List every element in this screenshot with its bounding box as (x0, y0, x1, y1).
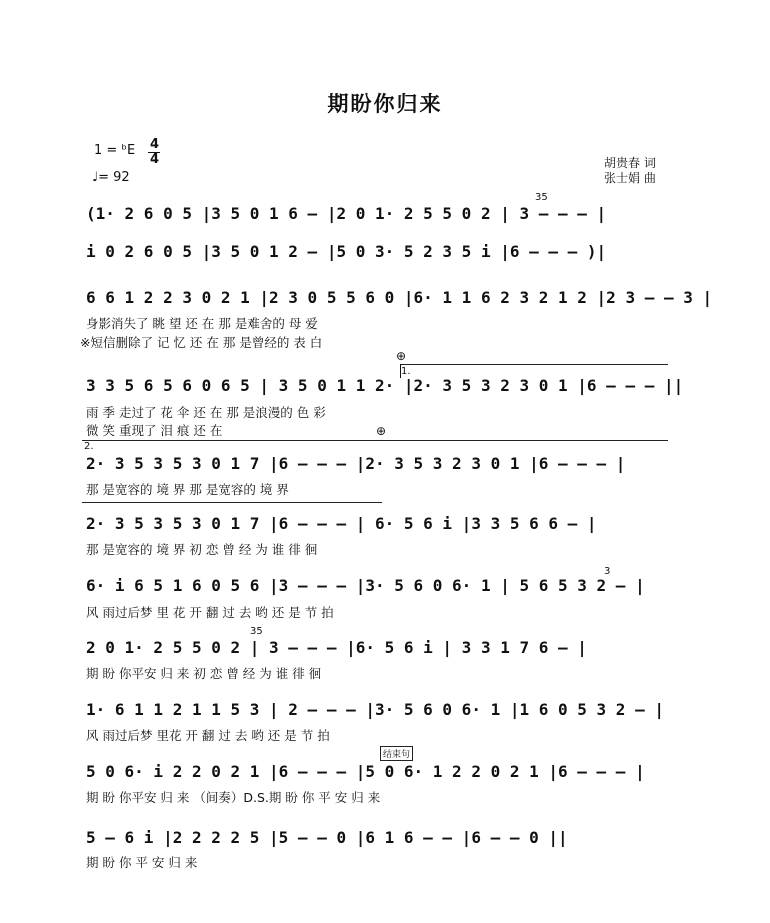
notation-line-8: 2 0 1· 2 5 5 0 2 | 3 – – – |6· 5 6 i | 3 3 1 7 6 – | (86, 638, 587, 657)
key-signature: 1 = ᵇE (94, 143, 136, 158)
volta-1-label: 1. (401, 366, 411, 377)
lyric-line-4a: 雨 季 走过了 花 伞 还 在 那 是浪漫的 色 彩 (86, 405, 326, 420)
notation-line-10: 5 0 6· i 2 2 0 2 1 |6 – – – |5 0 6· 1 2 2 0 2 1 |6 – – – | (86, 762, 645, 781)
ending-label: 结束句 (380, 746, 413, 761)
composer-credit: 张士娟 曲 (604, 171, 656, 185)
volta-2-bracket (82, 440, 668, 441)
coda-sign-icon: ⊕ (396, 349, 407, 363)
notation-line-7: 6· i 6 5 1 6 0 5 6 |3 – – – |3· 5 6 0 6· 1 | 5 6 5 3 2 – | (86, 576, 645, 595)
triplet-marker-2: 35 (250, 626, 263, 637)
section-divider (82, 502, 382, 503)
volta-2-label: 2. (84, 441, 94, 452)
notation-line-5: 2· 3 5 3 5 3 0 1 7 |6 – – – |2· 3 5 3 2 3 0 1 |6 – – – | (86, 454, 626, 473)
lyric-line-9: 风 雨过后梦 里花 开 翻 过 去 哟 还 是 节 拍 (86, 728, 330, 743)
tempo-marking: ♩= 92 (92, 170, 130, 185)
notation-line-6: 2· 3 5 3 5 3 0 1 7 |6 – – – | 6· 5 6 i |3 3 5 6 6 – | (86, 514, 597, 533)
lyric-line-11: 期 盼 你 平 安 归 来 (86, 855, 198, 870)
lyric-line-3a: 身影消失了 眺 望 还 在 那 是难舍的 母 爱 (86, 316, 318, 331)
lyric-line-10: 期 盼 你平安 归 来 （间奏）D.S.期 盼 你 平 安 归 来 (86, 790, 381, 805)
lyric-line-4b: 微 笑 重现了 泪 痕 还 在 (86, 423, 223, 438)
lyric-line-5: 那 是宽容的 境 界 那 是宽容的 境 界 (86, 482, 289, 497)
triplet-marker-1: 35 (535, 192, 548, 203)
volta-1-bracket (400, 364, 668, 365)
page-title: 期盼你归来 (327, 92, 443, 116)
lyric-line-7: 风 雨过后梦 里 花 开 翻 过 去 哟 还 是 节 拍 (86, 605, 334, 620)
notation-line-9: 1· 6 1 1 2 1 1 5 3 | 2 – – – |3· 5 6 0 6· 1 |1 6 0 5 3 2 – | (86, 700, 664, 719)
notation-line-11: 5 – 6 i |2 2 2 2 5 |5 – – 0 |6 1 6 – – |6 – – 0 || (86, 828, 568, 847)
coda-sign-icon-2: ⊕ (376, 424, 387, 438)
lyricist-credit: 胡贵春 词 (604, 156, 656, 170)
notation-line-1: (1· 2 6 0 5 |3 5 0 1 6 – |2 0 1· 2 5 5 0 2 | 3 – – – | (86, 204, 607, 223)
notation-line-3: 6 6 1 2 2 3 0 2 1 |2 3 0 5 5 6 0 |6· 1 1 6 2 3 2 1 2 |2 3 – – 3 | (86, 288, 713, 307)
time-signature-top: 4 (150, 137, 160, 152)
lyric-line-6: 那 是宽容的 境 界 初 恋 曾 经 为 谁 徘 徊 (86, 542, 318, 557)
triplet-3-marker: 3 (604, 566, 611, 577)
notation-line-4: 3 3 5 6 5 6 0 6 5 | 3 5 0 1 1 2· |2· 3 5 3 2 3 0 1 |6 – – – || (86, 376, 684, 395)
lyric-line-3b: ※短信删除了 记 忆 还 在 那 是曾经的 表 白 (80, 335, 323, 350)
notation-line-2: i 0 2 6 0 5 |3 5 0 1 2 – |5 0 3· 5 2 3 5 i |6 – – – )| (86, 242, 607, 261)
time-signature-bottom: 4 (150, 152, 160, 167)
lyric-line-8: 期 盼 你平安 归 来 初 恋 曾 经 为 谁 徘 徊 (86, 666, 322, 681)
